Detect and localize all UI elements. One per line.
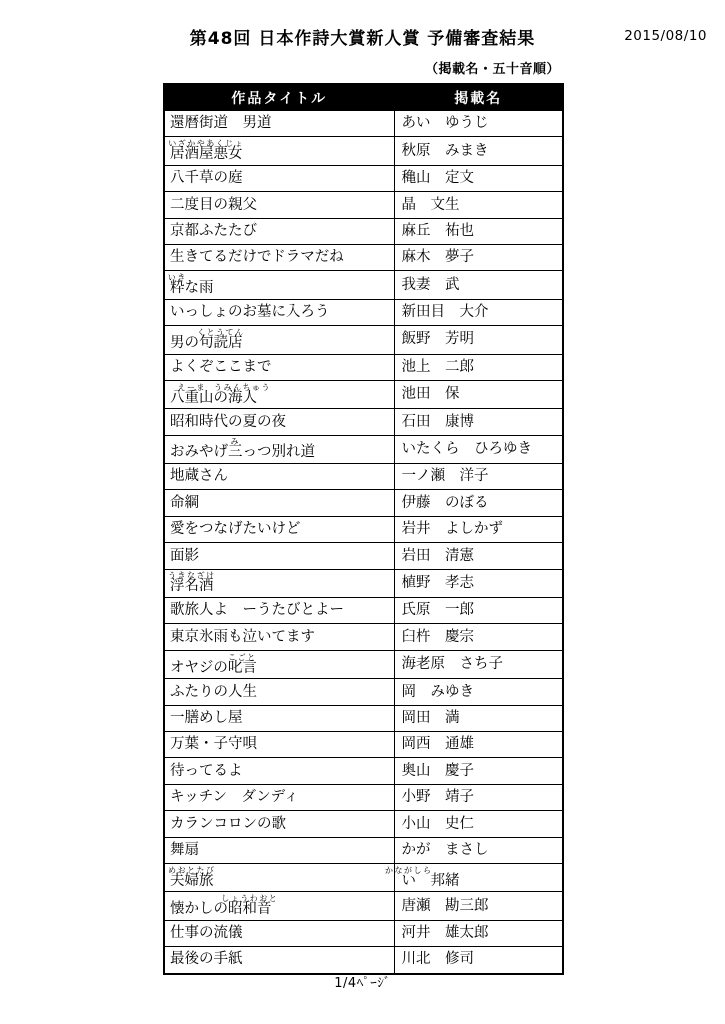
text-segment: の bbox=[213, 389, 228, 406]
text-segment: 奥山 慶子 bbox=[401, 762, 474, 779]
work-title-cell bbox=[164, 650, 394, 678]
table-row bbox=[164, 354, 563, 380]
table-row bbox=[164, 490, 563, 516]
table-row bbox=[164, 731, 563, 757]
furigana-label: しょうわおと bbox=[221, 894, 279, 904]
text-segment: 池田 保 bbox=[401, 386, 460, 403]
text-segment: 海人 うみんちゅう bbox=[214, 382, 271, 406]
text-segment: 晶 文生 bbox=[401, 196, 460, 213]
listed-name-cell bbox=[394, 165, 563, 191]
table-row bbox=[164, 705, 563, 731]
table-row bbox=[164, 244, 563, 270]
text-segment: 八重山 えーま bbox=[170, 382, 214, 406]
text-segment: 命綱 bbox=[170, 494, 199, 511]
listed-name-cell bbox=[394, 111, 563, 137]
table-row bbox=[164, 380, 563, 408]
text-segment: 小山 史仁 bbox=[401, 815, 474, 832]
text-segment: 歌旅人よ ーうたびとよー bbox=[170, 602, 344, 619]
work-title-cell bbox=[164, 111, 394, 137]
listed-name-cell bbox=[394, 731, 563, 757]
text-segment: 一ノ瀬 洋子 bbox=[401, 468, 489, 485]
text-segment: 河井 雄太郎 bbox=[401, 925, 489, 942]
column-header-listed-name: 掲載名 bbox=[394, 84, 563, 111]
table-row bbox=[164, 598, 563, 624]
text-segment: 秋原 みまき bbox=[401, 142, 489, 159]
text-segment: 臼杵 慶宗 bbox=[401, 628, 474, 645]
work-title-cell bbox=[164, 137, 394, 165]
listed-name-cell bbox=[394, 837, 563, 863]
work-title-cell bbox=[164, 192, 394, 218]
listed-name-cell bbox=[394, 624, 563, 650]
text-segment: 叱言 こごと bbox=[227, 652, 257, 676]
listed-name-cell bbox=[394, 244, 563, 270]
table-row bbox=[164, 464, 563, 490]
work-title-cell bbox=[164, 863, 394, 891]
text-segment: 還暦街道 男道 bbox=[170, 115, 272, 132]
furigana-label: くとうてん bbox=[197, 327, 245, 337]
text-segment: 麻木 夢子 bbox=[401, 249, 474, 266]
text-segment: 東京氷雨も泣いてます bbox=[170, 628, 315, 645]
listed-name-cell bbox=[385, 863, 563, 891]
furigana-label: かながしら bbox=[385, 865, 433, 875]
furigana-label: めおとたび bbox=[168, 865, 216, 875]
text-segment: 昭和時代の夏の夜 bbox=[170, 413, 286, 430]
work-title-cell bbox=[164, 464, 394, 490]
table-row bbox=[164, 271, 563, 299]
furigana-label: えーま bbox=[177, 382, 206, 392]
work-title-cell bbox=[164, 679, 394, 705]
text-segment: 男の bbox=[170, 334, 199, 351]
text-segment: 唐瀬 勘三郎 bbox=[401, 897, 489, 914]
text-segment: 万葉・子守唄 bbox=[170, 736, 257, 753]
work-title-cell bbox=[164, 165, 394, 191]
work-title-cell bbox=[164, 569, 394, 597]
listed-name-cell bbox=[394, 409, 563, 435]
text-segment: 岩田 清憲 bbox=[401, 547, 474, 564]
listed-name-cell bbox=[394, 299, 563, 325]
text-segment: 居酒屋悪女 いざかやあくじょ bbox=[168, 139, 245, 163]
table-row bbox=[164, 947, 563, 974]
text-segment: 二度目の親父 bbox=[170, 196, 257, 213]
work-title-cell bbox=[164, 598, 394, 624]
table-row bbox=[164, 837, 563, 863]
text-segment: 八千草の庭 bbox=[170, 170, 243, 187]
table-row bbox=[164, 811, 563, 837]
listed-name-cell bbox=[394, 920, 563, 946]
table-row bbox=[164, 650, 563, 678]
text-segment: おみやげ bbox=[170, 444, 228, 461]
text-segment: 京都ふたたび bbox=[170, 222, 257, 239]
work-title-cell bbox=[164, 624, 394, 650]
listed-name-cell bbox=[394, 271, 563, 299]
table-row bbox=[164, 192, 563, 218]
work-title-cell bbox=[164, 380, 394, 408]
text-segment: カランコロンの歌 bbox=[170, 815, 286, 832]
listed-name-cell bbox=[394, 811, 563, 837]
furigana-label: うみんちゅう bbox=[214, 382, 271, 392]
listed-name-cell bbox=[394, 464, 563, 490]
work-title-cell bbox=[164, 920, 394, 946]
table-row bbox=[164, 326, 563, 354]
work-title-cell bbox=[164, 271, 394, 299]
table-row bbox=[164, 758, 563, 784]
text-segment: 伊藤 のぼる bbox=[401, 494, 489, 511]
text-segment: かが まさし bbox=[401, 841, 489, 858]
listed-name-cell bbox=[394, 758, 563, 784]
table-row bbox=[164, 892, 563, 920]
work-title-cell bbox=[164, 892, 394, 920]
text-segment: 池上 二郎 bbox=[401, 358, 474, 375]
work-title-cell bbox=[164, 837, 394, 863]
text-segment: 地蔵さん bbox=[170, 468, 228, 485]
text-segment: 邦緒 bbox=[416, 872, 460, 889]
column-header-work-title: 作品タイトル bbox=[164, 84, 394, 111]
text-segment: 新田目 大介 bbox=[401, 304, 489, 321]
table-row bbox=[164, 165, 563, 191]
listed-name-cell bbox=[394, 490, 563, 516]
text-segment: 愛をつなげたいけど bbox=[170, 521, 301, 538]
table-row bbox=[164, 137, 563, 165]
text-segment: 我妻 武 bbox=[401, 276, 460, 293]
table-row bbox=[164, 569, 563, 597]
text-segment: 川北 修司 bbox=[401, 951, 474, 968]
furigana-label: うきなざけ bbox=[168, 571, 216, 581]
text-segment: 石田 康博 bbox=[401, 413, 474, 430]
listed-name-cell bbox=[394, 784, 563, 810]
text-segment: 岩井 よしかず bbox=[401, 521, 503, 538]
table-row bbox=[164, 784, 563, 810]
text-segment: 岡 みゆき bbox=[401, 683, 474, 700]
text-segment: 植野 孝志 bbox=[401, 575, 474, 591]
text-segment: 昭和音 しょうわおと bbox=[221, 894, 279, 918]
results-table bbox=[163, 83, 564, 975]
listed-name-cell bbox=[394, 569, 563, 597]
work-title-cell bbox=[164, 543, 394, 569]
table-row bbox=[164, 409, 563, 435]
listed-name-cell bbox=[394, 598, 563, 624]
text-segment: 飯野 芳明 bbox=[401, 331, 474, 348]
text-segment: 岡西 通雄 bbox=[401, 736, 474, 753]
text-segment: キッチン ダンディ bbox=[170, 789, 299, 806]
listed-name-cell bbox=[394, 947, 563, 974]
table-row bbox=[164, 111, 563, 137]
table-row bbox=[164, 543, 563, 569]
table-row bbox=[164, 624, 563, 650]
work-title-cell bbox=[164, 326, 394, 354]
text-segment: オヤジの bbox=[170, 659, 228, 676]
listed-name-cell bbox=[394, 192, 563, 218]
text-segment: いっしょのお墓に入ろう bbox=[170, 304, 330, 321]
listed-name-cell bbox=[394, 380, 563, 408]
table-row bbox=[164, 435, 563, 463]
table-row bbox=[164, 299, 563, 325]
table-row bbox=[164, 863, 563, 891]
furigana-label: こごと bbox=[228, 652, 257, 662]
results-table-body bbox=[164, 111, 563, 974]
text-segment: 麻丘 祐也 bbox=[401, 222, 474, 239]
text-segment: 夫婦旅 めおとたび bbox=[168, 865, 216, 889]
listed-name-cell bbox=[394, 326, 563, 354]
text-segment: 粋 いき bbox=[167, 273, 187, 297]
text-segment: 三 み bbox=[228, 437, 243, 461]
work-title-cell bbox=[164, 244, 394, 270]
text-segment: 生きてるだけでドラマだね bbox=[170, 249, 344, 266]
text-segment: い かながしら bbox=[385, 865, 433, 889]
table-row bbox=[164, 516, 563, 542]
work-title-cell bbox=[164, 299, 394, 325]
work-title-cell bbox=[164, 490, 394, 516]
listed-name-cell bbox=[394, 543, 563, 569]
text-segment: 待ってるよ bbox=[170, 762, 243, 779]
text-segment: 懐かしの bbox=[170, 901, 228, 918]
sort-order-note: （掲載名・五十音順） bbox=[424, 62, 560, 77]
text-segment: 一膳めし屋 bbox=[170, 709, 243, 726]
work-title-cell bbox=[164, 731, 394, 757]
work-title-cell bbox=[164, 811, 394, 837]
text-segment: っつ別れ道 bbox=[242, 444, 315, 461]
text-segment: 仕事の流儀 bbox=[170, 925, 243, 942]
work-title-cell bbox=[164, 947, 394, 974]
text-segment: あい ゆうじ bbox=[401, 115, 489, 132]
text-segment: 句読店 くとうてん bbox=[197, 327, 245, 351]
text-segment: 小野 靖子 bbox=[401, 789, 474, 806]
furigana-label: いき bbox=[167, 273, 187, 283]
text-segment: 舞扇 bbox=[170, 841, 199, 858]
text-segment: 岡田 満 bbox=[401, 709, 460, 726]
work-title-cell bbox=[164, 435, 394, 463]
furigana-label: み bbox=[230, 437, 240, 447]
listed-name-cell bbox=[394, 218, 563, 244]
listed-name-cell bbox=[394, 892, 563, 920]
text-segment: 面影 bbox=[170, 547, 199, 564]
work-title-cell bbox=[164, 409, 394, 435]
text-segment: 穐山 定文 bbox=[401, 170, 474, 187]
text-segment: よくぞここまで bbox=[170, 358, 272, 375]
text-segment: な雨 bbox=[184, 280, 214, 297]
text-segment: 氏原 一郎 bbox=[401, 602, 474, 619]
table-row bbox=[164, 218, 563, 244]
text-segment: 最後の手紙 bbox=[170, 951, 243, 968]
listed-name-cell bbox=[394, 679, 563, 705]
table-row bbox=[164, 679, 563, 705]
listed-name-cell bbox=[394, 650, 563, 678]
document-date: 2015/08/10 bbox=[624, 28, 707, 44]
furigana-label: いざかやあくじょ bbox=[168, 139, 245, 149]
listed-name-cell bbox=[394, 435, 563, 463]
work-title-cell bbox=[164, 758, 394, 784]
text-segment: いたくら ひろゆき bbox=[401, 441, 532, 458]
listed-name-cell bbox=[394, 137, 563, 165]
table-row bbox=[164, 920, 563, 946]
results-table-header bbox=[164, 84, 563, 111]
text-segment: 浮名酒 うきなざけ bbox=[168, 571, 216, 595]
work-title-cell bbox=[164, 784, 394, 810]
page-indicator: 1/4ﾍﾟｰｼﾞ bbox=[334, 976, 391, 991]
document-title: 第48回 日本作詩大賞新人賞 予備審査結果 bbox=[189, 29, 536, 49]
listed-name-cell bbox=[394, 354, 563, 380]
work-title-cell bbox=[164, 354, 394, 380]
work-title-cell bbox=[164, 218, 394, 244]
text-segment: 海老原 さち子 bbox=[401, 656, 503, 673]
listed-name-cell bbox=[394, 705, 563, 731]
work-title-cell bbox=[164, 516, 394, 542]
text-segment: ふたりの人生 bbox=[170, 683, 257, 700]
work-title-cell bbox=[164, 705, 394, 731]
listed-name-cell bbox=[394, 516, 563, 542]
